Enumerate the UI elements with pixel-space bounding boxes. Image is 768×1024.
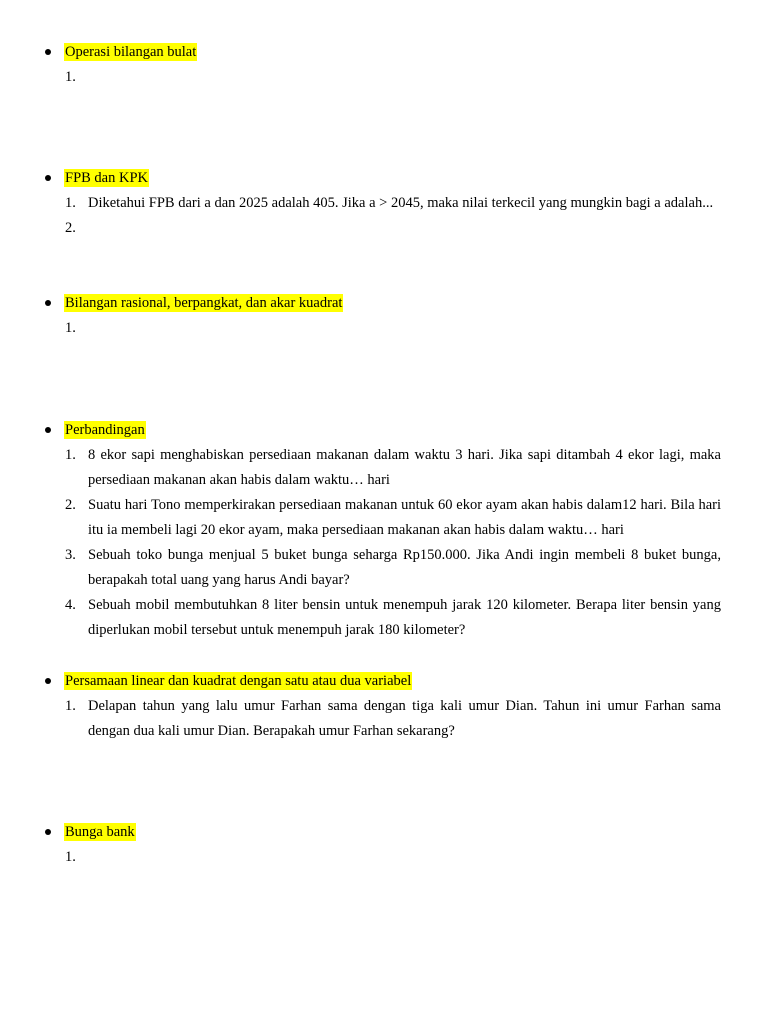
bullet-icon xyxy=(45,427,51,433)
section-bilangan-rasional xyxy=(0,291,768,341)
section-heading: Operasi bilangan bulat xyxy=(65,44,197,60)
section-persamaan-linear xyxy=(0,669,768,744)
question-number: 1. xyxy=(65,320,76,336)
section-heading: Persamaan linear dan kuadrat dengan satu atau dua variabel xyxy=(65,673,412,689)
question-number: 1. xyxy=(65,195,76,211)
question-number: 1. xyxy=(65,698,76,714)
question-list xyxy=(0,694,768,744)
question-text: Suatu hari Tono memperkirakan persediaan makanan untuk 60 ekor ayam akan habis dalam12 hari. Bila hari itu ia membeli lagi 20 ekor ayam, maka persediaan makanan akan habis dalam waktu… hari xyxy=(88,497,721,538)
bullet-icon xyxy=(45,829,51,835)
section-bullet-line xyxy=(0,669,768,694)
question-item xyxy=(0,443,768,493)
bullet-icon xyxy=(45,300,51,306)
question-text: Diketahui FPB dari a dan 2025 adalah 405. Jika a > 2045, maka nilai terkecil yang mungkin bagi a adalah... xyxy=(88,195,714,211)
question-list xyxy=(0,845,768,870)
question-item xyxy=(0,845,768,870)
section-bullet-line xyxy=(0,820,768,845)
section-operasi-bilangan-bulat xyxy=(0,40,768,90)
section-bullet-line xyxy=(0,166,768,191)
question-text: Sebuah mobil membutuhkan 8 liter bensin untuk menempuh jarak 120 kilometer. Berapa liter bensin yang diperlukan mobil tersebut untuk menempuh jarak 180 kilometer? xyxy=(88,597,721,638)
question-list xyxy=(0,191,768,241)
question-list xyxy=(0,443,768,643)
section-heading: Bilangan rasional, berpangkat, dan akar kuadrat xyxy=(65,295,343,311)
question-number: 2. xyxy=(65,220,76,236)
section-heading: Bunga bank xyxy=(65,824,135,840)
section-bullet-line xyxy=(0,291,768,316)
question-item xyxy=(0,593,768,643)
section-bunga-bank xyxy=(0,820,768,870)
question-number: 3. xyxy=(65,547,76,563)
question-item xyxy=(0,493,768,543)
section-heading: Perbandingan xyxy=(65,422,145,438)
question-text: Delapan tahun yang lalu umur Farhan sama dengan tiga kali umur Dian. Tahun ini umur Farhan sama dengan dua kali umur Dian. Berapakah umur Farhan sekarang? xyxy=(88,698,721,739)
bullet-icon xyxy=(45,49,51,55)
bullet-icon xyxy=(45,678,51,684)
question-text: Sebuah toko bunga menjual 5 buket bunga seharga Rp150.000. Jika Andi ingin membeli 8 buket bunga, berapakah total uang yang harus Andi bayar? xyxy=(88,547,721,588)
question-number: 4. xyxy=(65,597,76,613)
question-list xyxy=(0,316,768,341)
section-bullet-line xyxy=(0,40,768,65)
question-number: 1. xyxy=(65,447,76,463)
question-number: 1. xyxy=(65,69,76,85)
question-text: 8 ekor sapi menghabiskan persediaan makanan dalam waktu 3 hari. Jika sapi ditambah 4 ekor lagi, maka persediaan makanan akan habis dalam waktu… hari xyxy=(88,447,721,488)
question-number: 1. xyxy=(65,849,76,865)
bullet-icon xyxy=(45,175,51,181)
question-item xyxy=(0,65,768,90)
question-item xyxy=(0,316,768,341)
question-number: 2. xyxy=(65,497,76,513)
question-item xyxy=(0,694,768,744)
section-perbandingan xyxy=(0,418,768,643)
question-item xyxy=(0,543,768,593)
question-item xyxy=(0,191,768,216)
question-item xyxy=(0,216,768,241)
section-heading: FPB dan KPK xyxy=(65,170,148,186)
section-bullet-line xyxy=(0,418,768,443)
question-list xyxy=(0,65,768,90)
section-fpb-kpk xyxy=(0,166,768,241)
